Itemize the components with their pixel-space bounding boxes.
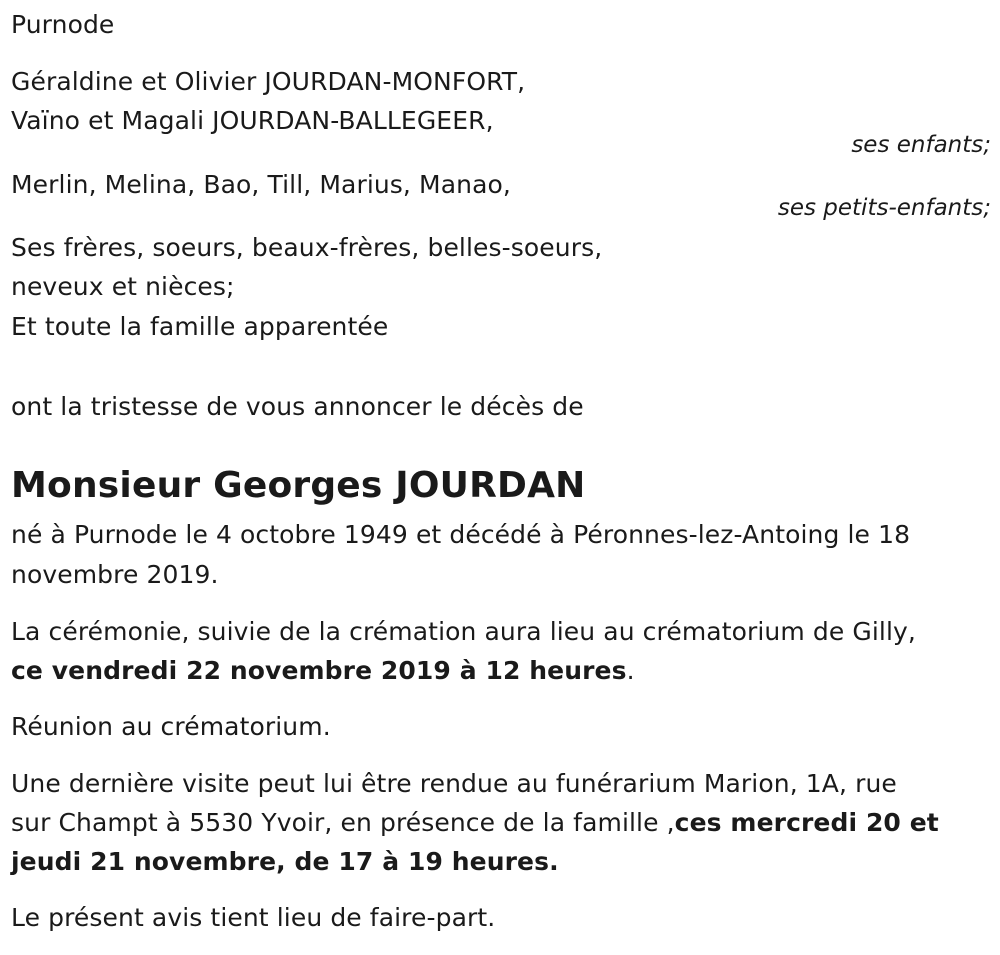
children-line-2: Vaïno et Magali JOURDAN-BALLEGEER,: [11, 106, 494, 135]
ceremony-line-1: La cérémonie, suivie de la crémation aura lieu au crématorium de Gilly,: [11, 617, 916, 646]
family-line-1: Ses frères, soeurs, beaux-frères, belles-soeurs,: [11, 233, 603, 262]
closing-text: Le présent avis tient lieu de faire-part.: [11, 903, 496, 932]
family-line-2: neveux et nièces;: [11, 272, 235, 301]
family-line-3: Et toute la famille apparentée: [11, 312, 389, 341]
deceased-name: Monsieur Georges JOURDAN: [11, 465, 586, 506]
visit-line-3: jeudi 21 novembre, de 17 à 19 heures.: [11, 847, 559, 876]
visit-dates-start: ces mercredi 20 et: [674, 808, 939, 837]
children-line-1: Géraldine et Olivier JOURDAN-MONFORT,: [11, 67, 526, 96]
announcement-text: ont la tristesse de vous annoncer le décès de: [11, 392, 584, 421]
birth-death-line-2: novembre 2019.: [11, 560, 219, 589]
ceremony-line-2: [11, 656, 635, 686]
visit-line-1: Une dernière visite peut lui être rendue au funérarium Marion, 1A, rue: [11, 769, 897, 798]
children-relation: ses enfants;: [851, 132, 991, 158]
grandchildren-line: Merlin, Melina, Bao, Till, Marius, Manao,: [11, 170, 511, 199]
reunion-text: Réunion au crématorium.: [11, 712, 331, 741]
ceremony-date: ce vendredi 22 novembre 2019 à 12 heures: [11, 656, 627, 685]
grandchildren-relation: ses petits-enfants;: [777, 195, 991, 221]
birth-death-line-1: né à Purnode le 4 octobre 1949 et décédé à Péronnes-lez-Antoing le 18: [11, 520, 911, 549]
visit-line-2: [11, 808, 939, 838]
visit-location: sur Champt à 5530 Yvoir, en présence de la famille ,: [11, 808, 675, 837]
location-header: Purnode: [11, 10, 115, 39]
ceremony-date-suffix: .: [626, 656, 635, 685]
